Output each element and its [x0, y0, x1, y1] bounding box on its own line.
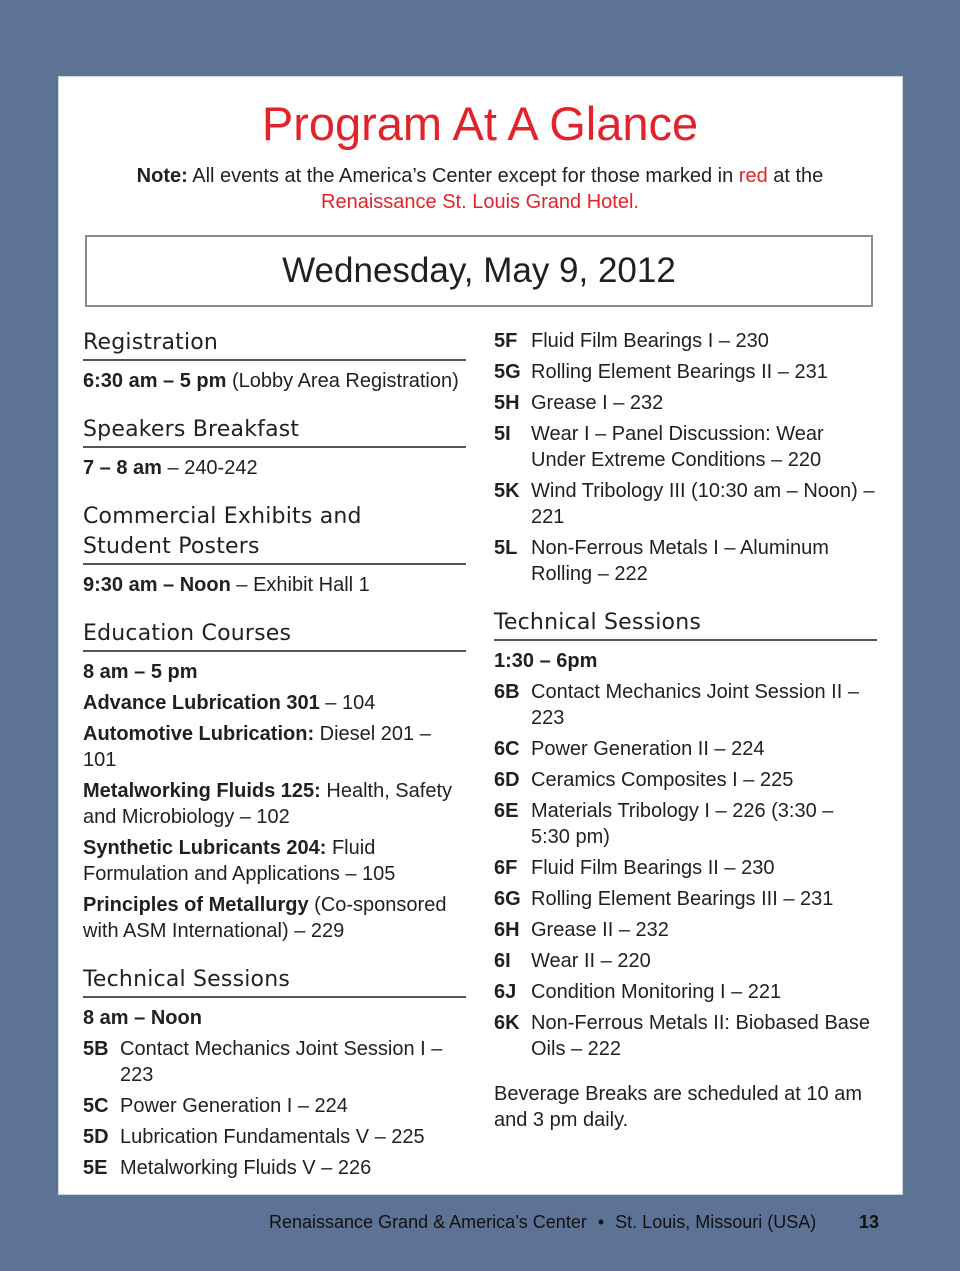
session-title: Materials Tribology I – 226 (3:30 – 5:30 pm)	[531, 800, 834, 848]
session-row	[494, 855, 877, 881]
session-code: 5G	[494, 361, 521, 383]
session-row	[83, 1155, 466, 1181]
session-title: Non-Ferrous Metals II: Biobased Base Oils – 222	[531, 1012, 871, 1060]
note	[0, 163, 960, 215]
session-row	[83, 1124, 466, 1150]
session-code: 5F	[494, 330, 518, 352]
course-item	[83, 721, 466, 773]
session-code: 5L	[494, 537, 518, 559]
session-title: Condition Monitoring I – 221	[531, 981, 782, 1003]
session-code: 5K	[494, 480, 520, 502]
note-red-word: red	[738, 165, 768, 187]
session-row	[494, 328, 877, 354]
session-code: 5I	[494, 423, 511, 445]
session-code: 6F	[494, 857, 518, 879]
session-title: Contact Mechanics Joint Session II – 223	[531, 681, 859, 729]
session-title: Wind Tribology III (10:30 am – Noon) – 221	[531, 480, 875, 528]
session-title: Contact Mechanics Joint Session I – 223	[120, 1038, 443, 1086]
education-heading: Education Courses	[83, 619, 466, 652]
session-row	[494, 359, 877, 385]
tech-afternoon-heading: Technical Sessions	[494, 608, 877, 641]
tech-afternoon-time-text: 1:30 – 6pm	[494, 650, 598, 672]
course-title: Principles of Metallurgy	[83, 894, 309, 916]
course-detail: – 104	[319, 692, 376, 714]
breakfast-detail: – 240-242	[161, 457, 258, 479]
registration-detail: (Lobby Area Registration)	[226, 370, 459, 392]
session-code: 5C	[83, 1095, 109, 1117]
course-detail: Fluid Formulation and Applications – 105	[83, 837, 396, 885]
session-code: 6H	[494, 919, 520, 941]
exhibits-detail: – Exhibit Hall 1	[230, 574, 370, 596]
session-code: 6I	[494, 950, 511, 972]
right-column	[494, 328, 877, 1138]
session-code: 5E	[83, 1157, 108, 1179]
exhibits-time: 9:30 am – Noon	[83, 574, 231, 596]
session-code: 5B	[83, 1038, 109, 1060]
session-title: Wear II – 220	[531, 950, 651, 972]
session-code: 6C	[494, 738, 520, 760]
course-title: Advance Lubrication 301	[83, 692, 320, 714]
note-text: All events at the America’s Center except for those marked in	[187, 165, 739, 187]
tech-morning-time-text: 8 am – Noon	[83, 1007, 202, 1029]
footer-location: St. Louis, Missouri (USA)	[615, 1212, 817, 1232]
session-code: 6G	[494, 888, 521, 910]
session-row	[494, 767, 877, 793]
breaks-note: Beverage Breaks are scheduled at 10 am and 3 pm daily.	[494, 1083, 862, 1131]
session-code: 5D	[83, 1126, 109, 1148]
session-row	[494, 736, 877, 762]
session-code: 6J	[494, 981, 517, 1003]
session-title: Grease II – 232	[531, 919, 669, 941]
course-title: Metalworking Fluids 125:	[83, 780, 321, 802]
registration-line	[83, 368, 466, 394]
page-title: Program At A Glance	[261, 97, 699, 150]
course-detail: (Co-sponsored with ASM International) – 229	[83, 894, 447, 942]
session-code: 5H	[494, 392, 520, 414]
session-row	[494, 1010, 877, 1062]
registration-time: 6:30 am – 5 pm	[83, 370, 227, 392]
footer-bullet: •	[597, 1212, 605, 1232]
tech-morning-time	[83, 1005, 466, 1031]
course-detail: Diesel 201 – 101	[83, 723, 431, 771]
course-item	[83, 690, 466, 716]
breakfast-line	[83, 455, 466, 481]
tech-morning-heading: Technical Sessions	[83, 965, 466, 998]
breakfast-heading: Speakers Breakfast	[83, 415, 466, 448]
note-label: Note:	[136, 165, 188, 187]
session-title: Non-Ferrous Metals I – Aluminum Rolling – 222	[531, 537, 829, 585]
session-title: Power Generation II – 224	[531, 738, 765, 760]
session-title: Lubrication Fundamentals V – 225	[120, 1126, 425, 1148]
session-title: Metalworking Fluids V – 226	[120, 1157, 372, 1179]
course-title: Automotive Lubrication:	[83, 723, 315, 745]
session-code: 6B	[494, 681, 520, 703]
registration-heading: Registration	[83, 328, 466, 361]
session-row	[494, 421, 877, 473]
session-title: Wear I – Panel Discussion: Wear Under Extreme Conditions – 220	[531, 423, 824, 471]
session-title: Power Generation I – 224	[120, 1095, 348, 1117]
course-item	[83, 892, 466, 944]
session-row	[83, 1036, 466, 1088]
session-title: Ceramics Composites I – 225	[531, 769, 794, 791]
session-row	[494, 979, 877, 1005]
note-hotel: Renaissance St. Louis Grand Hotel.	[321, 191, 639, 213]
course-item	[83, 835, 466, 887]
session-code: 6D	[494, 769, 520, 791]
session-row	[494, 917, 877, 943]
education-time	[83, 659, 466, 685]
exhibits-line	[83, 572, 466, 598]
session-row	[494, 948, 877, 974]
course-detail: Health, Safety and Microbiology – 102	[83, 780, 453, 828]
course-item	[83, 778, 466, 830]
breakfast-time: 7 – 8 am	[83, 457, 162, 479]
session-row	[494, 679, 877, 731]
session-code: 6K	[494, 1012, 520, 1034]
education-time-text: 8 am – 5 pm	[83, 661, 198, 683]
footer	[269, 1210, 816, 1234]
page-number: 13	[859, 1212, 880, 1232]
session-row	[83, 1093, 466, 1119]
exhibits-heading: Commercial Exhibits and Student Posters	[83, 502, 383, 565]
course-title: Synthetic Lubricants 204:	[83, 837, 327, 859]
session-title: Fluid Film Bearings I – 230	[531, 330, 769, 352]
date-banner: Wednesday, May 9, 2012	[85, 235, 873, 307]
session-title: Rolling Element Bearings III – 231	[531, 888, 834, 910]
left-column	[83, 328, 466, 1186]
session-title: Grease I – 232	[531, 392, 664, 414]
session-code: 6E	[494, 800, 519, 822]
note-text-after: at the	[767, 165, 824, 187]
session-row	[494, 478, 877, 530]
session-row	[494, 390, 877, 416]
session-title: Fluid Film Bearings II – 230	[531, 857, 775, 879]
session-row	[494, 798, 877, 850]
tech-afternoon-time	[494, 648, 877, 674]
session-row	[494, 886, 877, 912]
session-row	[494, 535, 877, 587]
footer-venue: Renaissance Grand & America’s Center	[269, 1212, 587, 1232]
session-title: Rolling Element Bearings II – 231	[531, 361, 828, 383]
